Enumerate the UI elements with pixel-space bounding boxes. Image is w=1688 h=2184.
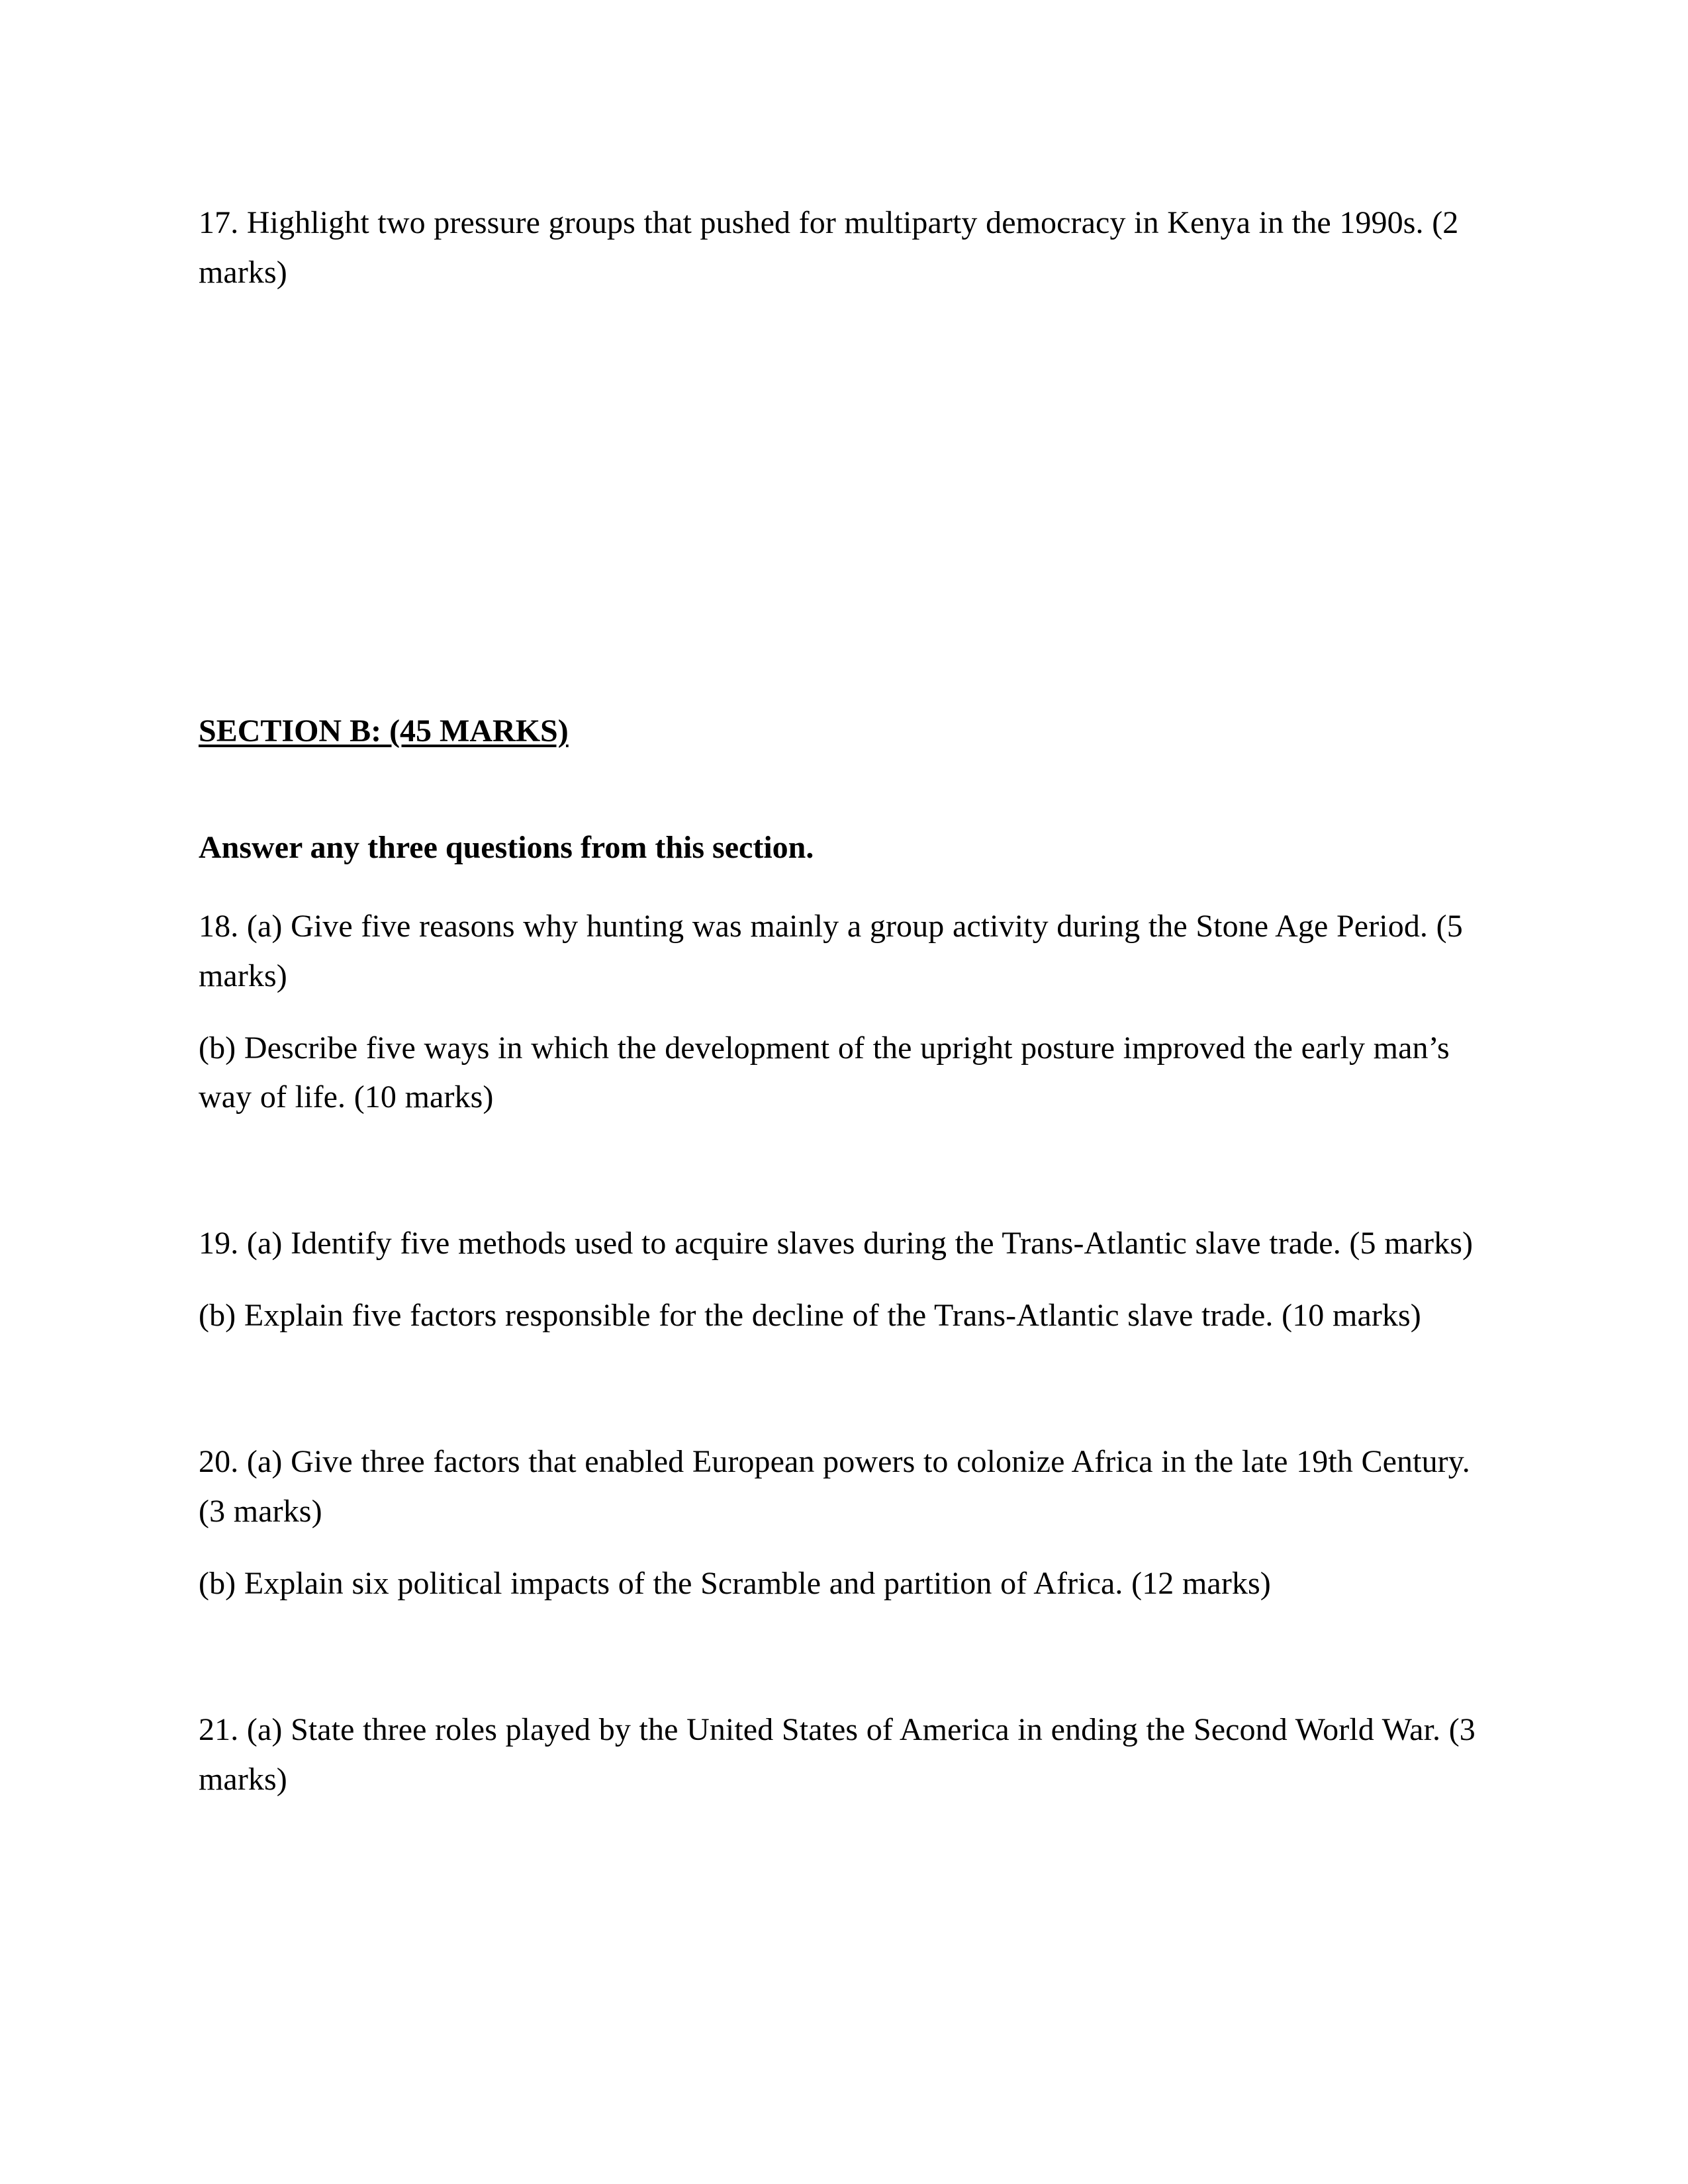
blank-space-after-question-20 [199,1629,1489,1706]
question-20-group [199,1437,1489,1609]
section-b-heading-wrapper [199,707,1489,790]
question-18-group [199,902,1489,1123]
question-17: 17. Highlight two pressure groups that pushed for multiparty democracy in Kenya in the 1990s. (2 marks) [199,205,1459,290]
question-21-group [199,1706,1489,1805]
question-20-part-b: (b) Explain six political impacts of the Scramble and partition of Africa. (12 marks) [199,1565,1271,1601]
question-19-part-a: 19. (a) Identify five methods used to acquire slaves during the Trans-Atlantic slave trade. (5 marks) [199,1226,1474,1261]
document-body [199,199,1489,1804]
question-21-part-a: 21. (a) State three roles played by the United States of America in ending the Second World War. (3 marks) [199,1711,1476,1797]
blank-space-after-question-19 [199,1361,1489,1437]
question-19-part-b: (b) Explain five factors responsible for the decline of the Trans-Atlantic slave trade. (10 marks) [199,1298,1421,1334]
blank-space-before-section-b [199,320,1489,707]
section-b-instruction: Answer any three questions from this section. [199,829,814,865]
question-18-part-a: 18. (a) Give five reasons why hunting was mainly a group activity during the Stone Age Period. (5 marks) [199,908,1463,993]
question-18-part-b: (b) Describe five ways in which the development of the upright posture improved the early man’s way of life. (10 marks) [199,1030,1450,1115]
blank-space-after-question-18 [199,1142,1489,1219]
question-19-group [199,1219,1489,1341]
section-b-heading: SECTION B: (45 MARKS) [199,713,569,749]
question-20-part-a: 20. (a) Give three factors that enabled European powers to colonize Africa in the late 19th Century. (3 marks) [199,1444,1470,1529]
